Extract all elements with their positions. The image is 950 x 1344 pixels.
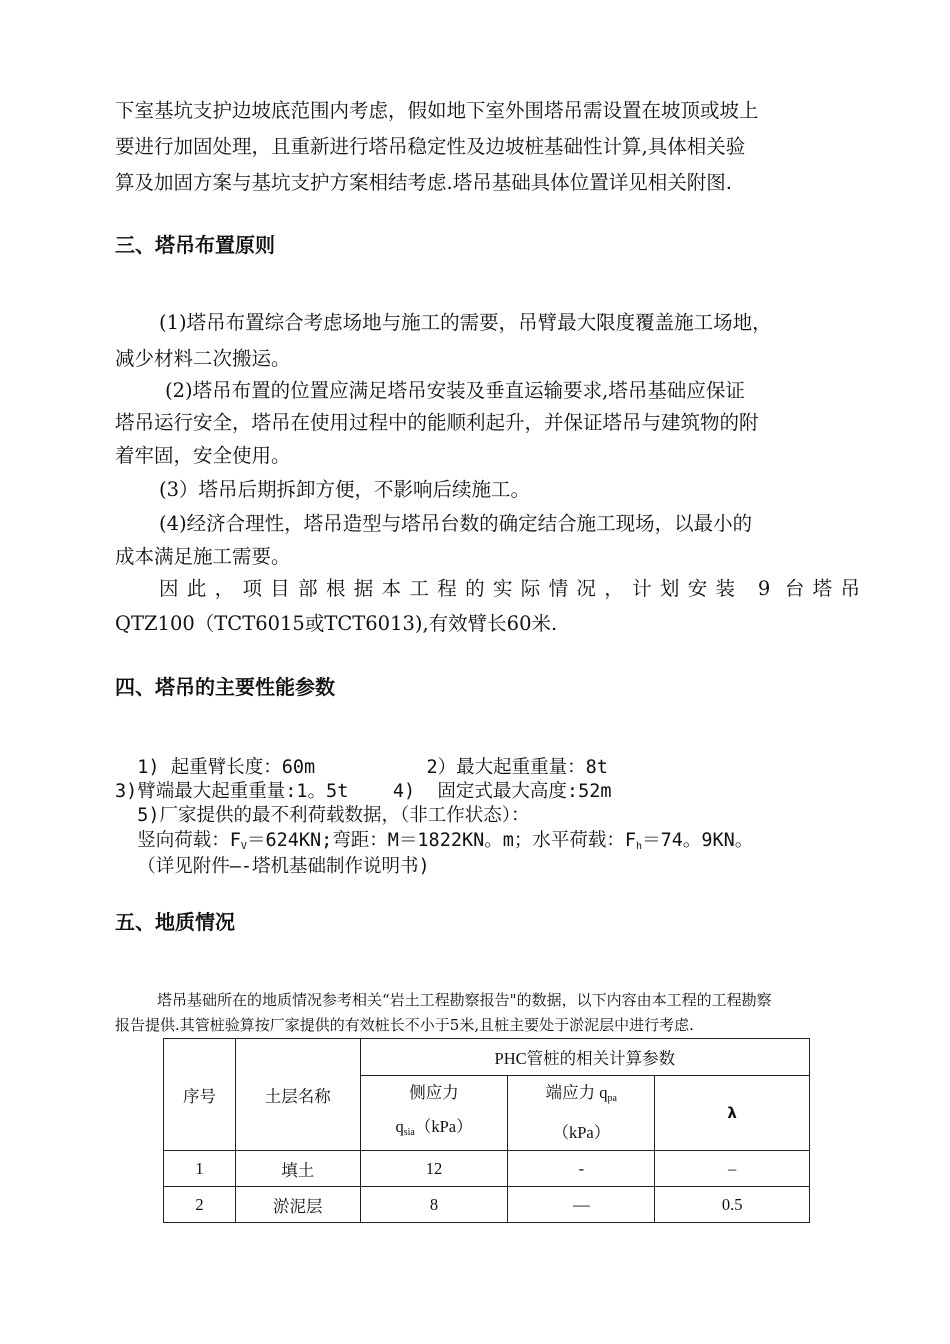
end-stress-unit: （kPa） <box>552 1123 611 1142</box>
s3-item4-line1: (4)经济合理性，塔吊造型与塔吊台数的确定结合施工现场，以最小的 <box>159 512 753 535</box>
col-header-side-stress <box>360 1076 508 1151</box>
section-5-heading: 五、地质情况 <box>115 910 235 934</box>
load-horizontal-value: ＝74。9KN。 <box>642 830 754 851</box>
spec-line-5: （详见附件—-塔机基础制作说明书) <box>115 856 430 877</box>
geology-note-line1: 塔吊基础所在的地质情况参考相关“岩土工程勘察报告"的数据，以下内容由本工程的工程勘察 <box>157 991 772 1009</box>
spec-line-3: 5)厂家提供的最不利荷载数据，（非工作状态）： <box>115 805 530 826</box>
s3-item2-line3: 着牢固，安全使用。 <box>115 444 291 467</box>
table-row <box>164 1187 810 1223</box>
side-stress-title: 侧应力 <box>409 1083 459 1102</box>
side-stress-symbol <box>361 1110 508 1150</box>
s3-item3: (3）塔吊后期拆卸方便，不影响后续施工。 <box>159 478 531 501</box>
cell-seq: 1 <box>164 1151 236 1187</box>
s3-item1-line2: 减少材料二次搬运。 <box>115 347 291 370</box>
section-3-heading: 三、塔吊布置原则 <box>115 233 275 257</box>
cell-seq: 2 <box>164 1187 236 1223</box>
col-header-end-stress <box>508 1076 655 1151</box>
side-stress-unit: （kPa） <box>414 1117 473 1136</box>
cell-lambda: 0.5 <box>655 1187 810 1223</box>
spec-line-2: 3)臂端最大起重重量:1。5t 4) 固定式最大高度:52m <box>115 781 612 802</box>
section-4-heading: 四、塔吊的主要性能参数 <box>115 675 335 699</box>
spec-line-1: 1) 起重臂长度：60m 2）最大起重重量：8t <box>115 757 608 778</box>
s3-item2-line2: 塔吊运行安全，塔吊在使用过程中的能顺利起升，并保证塔吊与建筑物的附 <box>115 411 759 434</box>
cell-layer-name: 填土 <box>235 1151 360 1187</box>
cell-side-stress: 12 <box>360 1151 508 1187</box>
load-vertical-label: 竖向荷载：F <box>115 830 241 851</box>
cell-end-stress: - <box>508 1151 655 1187</box>
load-moment-label: ＝624KN;弯距：M＝1822KN。m；水平荷载：F <box>246 830 637 851</box>
col-header-layer-name: 土层名称 <box>235 1039 360 1151</box>
s3-item4-line2: 成本满足施工需要。 <box>115 545 291 568</box>
intro-line-3: 算及加固方案与基坑支护方案相结考虑.塔吊基础具体位置详见相关附图. <box>115 171 732 194</box>
cell-layer-name: 淤泥层 <box>235 1187 360 1223</box>
intro-line-2: 要进行加固处理，且重新进行塔吊稳定性及边坡桩基础性计算,具体相关验 <box>115 135 746 158</box>
s3-item2-line1: (2)塔吊布置的位置应满足塔吊安装及垂直运输要求,塔吊基础应保证 <box>165 379 745 402</box>
table-header-row-1 <box>164 1039 810 1076</box>
s3-summary-line2: QTZ100（TCT6015或TCT6013),有效臂长60米. <box>115 612 558 635</box>
table-row <box>164 1151 810 1187</box>
end-stress-title <box>508 1076 654 1116</box>
s3-summary-line1: 因此，项目部根据本工程的实际情况，计划安装 9 台塔吊 <box>159 577 860 600</box>
side-stress-q: q <box>395 1117 404 1136</box>
cell-side-stress: 8 <box>360 1187 508 1223</box>
col-header-group: PHC管桩的相关计算参数 <box>360 1039 809 1076</box>
side-stress-sub: sia <box>403 1127 415 1138</box>
load-horizontal-sub: h <box>636 841 643 852</box>
s3-item1-line1: (1)塔吊布置综合考虑场地与施工的需要，吊臂最大限度覆盖施工场地， <box>159 311 772 334</box>
col-header-seq: 序号 <box>164 1039 236 1151</box>
cell-end-stress: — <box>508 1187 655 1223</box>
load-vertical-sub: V <box>240 841 247 852</box>
cell-lambda: – <box>655 1151 810 1187</box>
col-header-lambda: λ <box>655 1076 810 1151</box>
intro-line-1: 下室基坑支护边坡底范围内考虑，假如地下室外围塔吊需设置在坡顶或坡上 <box>115 99 759 122</box>
geology-note-line2: 报告提供.其管桩验算按厂家提供的有效桩长不小于5米,且桩主要处于淤泥层中进行考虑. <box>115 1016 694 1034</box>
pile-parameter-table <box>163 1038 810 1223</box>
end-stress-q: 端应力 q <box>545 1083 608 1102</box>
end-stress-sub: pa <box>607 1093 617 1104</box>
